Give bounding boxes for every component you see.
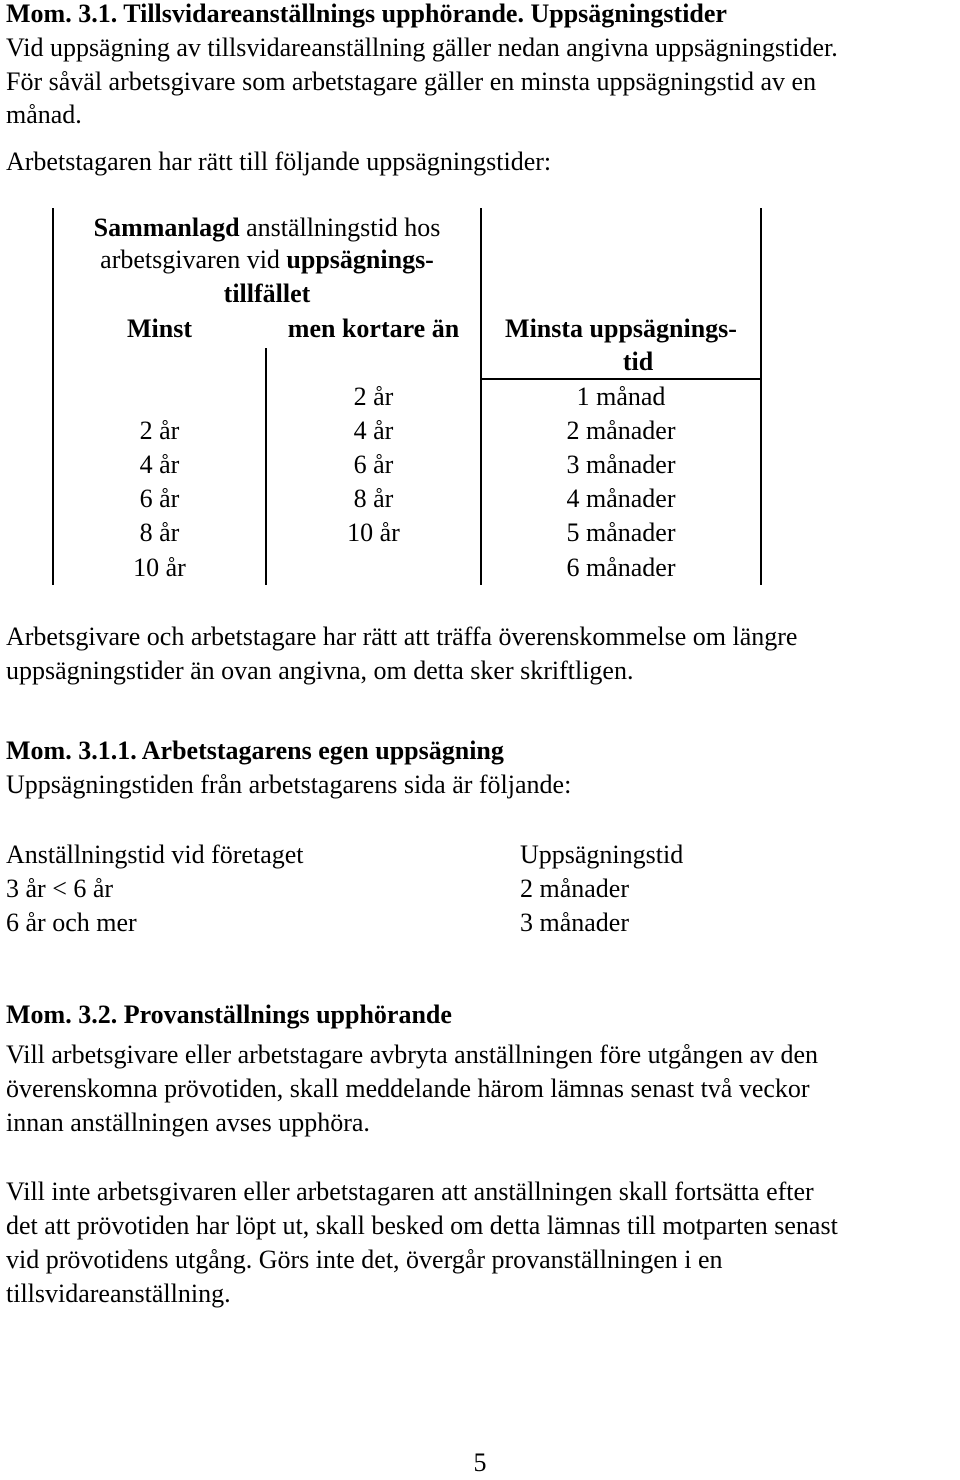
table-cell-notice: 5 månader xyxy=(566,518,676,547)
table-cell-notice: 6 månader xyxy=(566,553,676,582)
table-cell-notice: 1 månad xyxy=(576,382,666,411)
paragraph-line: Vill inte arbetsgivaren eller arbetstagaren att anställningen skall fortsätta efter xyxy=(6,1177,814,1206)
table-group-header-line: Sammanlagd anställningstid hos xyxy=(93,213,441,242)
paragraph-line: uppsägningstider än ovan angivna, om detta sker skriftligen. xyxy=(6,656,634,685)
own-notice-cell-left: 6 år och mer xyxy=(6,908,137,937)
table-col-header-notice: Minsta uppsägnings- xyxy=(505,314,737,343)
own-notice-col-header-left: Anställningstid vid företaget xyxy=(6,840,304,869)
table-right-border xyxy=(760,208,762,585)
own-notice-cell-left: 3 år < 6 år xyxy=(6,874,114,903)
page-number: 5 xyxy=(473,1448,487,1477)
table-cell-min: 2 år xyxy=(139,416,180,445)
table-group-header-line: tillfället xyxy=(223,279,311,308)
table-cell-max: 2 år xyxy=(353,382,394,411)
table-cell-max: 6 år xyxy=(353,450,394,479)
table-cell-min: 8 år xyxy=(139,518,180,547)
table-cell-min: 6 år xyxy=(139,484,180,513)
table-group-header-line: arbetsgivaren vid uppsägnings- xyxy=(100,245,434,274)
section-heading-3-1: Mom. 3.1. Tillsvidareanställnings upphörande. Uppsägningstider xyxy=(6,0,727,28)
table-cell-max: 4 år xyxy=(353,416,394,445)
paragraph-line: Vid uppsägning av tillsvidareanställning gäller nedan angivna uppsägningstider. xyxy=(6,33,838,62)
section-heading-3-1-1: Mom. 3.1.1. Arbetstagarens egen uppsägning xyxy=(6,736,504,765)
own-notice-col-header-right: Uppsägningstid xyxy=(520,840,684,869)
table-col-header-notice: tid xyxy=(622,347,654,376)
table-cell-max: 10 år xyxy=(347,518,400,547)
own-notice-cell-right: 2 månader xyxy=(520,874,630,903)
paragraph-line: Vill arbetsgivare eller arbetstagare avbryta anställningen före utgången av den xyxy=(6,1040,819,1069)
section-heading-3-2: Mom. 3.2. Provanställnings upphörande xyxy=(6,1000,452,1029)
paragraph-line: överenskomna prövotiden, skall meddelande härom lämnas senast två veckor xyxy=(6,1074,810,1103)
paragraph-line: Arbetsgivare och arbetstagare har rätt att träffa överenskommelse om längre xyxy=(6,622,798,651)
table-cell-notice: 2 månader xyxy=(566,416,676,445)
table-cell-max: 8 år xyxy=(353,484,394,513)
paragraph-line: månad. xyxy=(6,100,82,129)
paragraph-line: Arbetstagaren har rätt till följande uppsägningstider: xyxy=(6,147,552,176)
table-col-header-max: men kortare än xyxy=(287,314,460,343)
paragraph-line: tillsvidareanställning. xyxy=(6,1279,231,1308)
table-cell-notice: 4 månader xyxy=(566,484,676,513)
table-col-header-min: Minst xyxy=(127,314,192,343)
table-cell-notice: 3 månader xyxy=(566,450,676,479)
paragraph-line: Uppsägningstiden från arbetstagarens sida är följande: xyxy=(6,770,572,799)
paragraph-line: För såväl arbetsgivare som arbetstagare gäller en minsta uppsägningstid av en xyxy=(6,67,817,96)
paragraph-line: innan anställningen avses upphöra. xyxy=(6,1108,370,1137)
table-cell-min: 4 år xyxy=(139,450,180,479)
table-cell-min: 10 år xyxy=(133,553,186,582)
paragraph-line: det att prövotiden har löpt ut, skall besked om detta lämnas till motparten senast xyxy=(6,1211,838,1240)
paragraph-line: vid prövotidens utgång. Görs inte det, övergår provanställningen i en xyxy=(6,1245,723,1274)
own-notice-cell-right: 3 månader xyxy=(520,908,630,937)
